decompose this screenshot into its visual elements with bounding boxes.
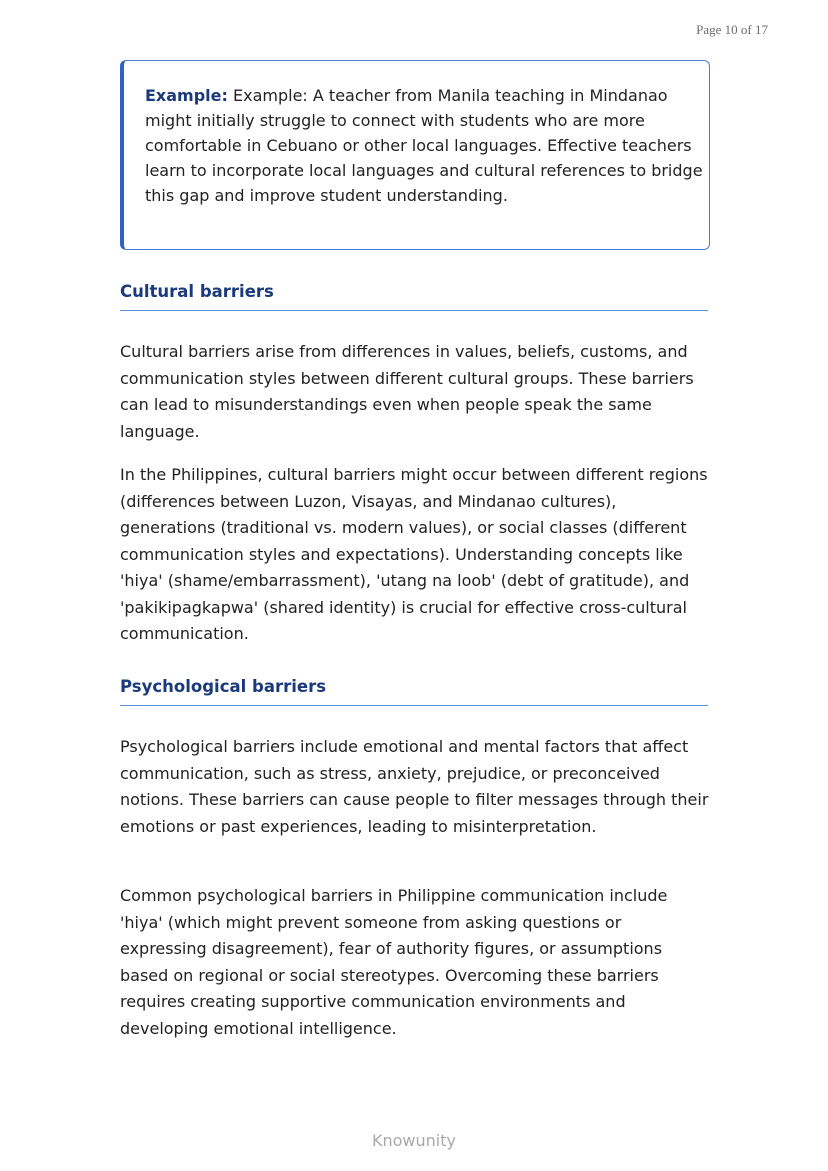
cultural-paragraph-2: In the Philippines, cultural barriers might occur between different regions (differences between Luzon, Visayas, and Mindanao cultures), generations (traditional vs. modern values), or social classes (different communication styles and expectations). Understanding concepts like 'hiya' (shame/embarrassment), 'utang na loob' (debt of gratitude), and 'pakikipagkapwa' (shared identity) is crucial for effective cross-cultural communication. (120, 465, 708, 643)
example-label: Example: (145, 86, 228, 105)
heading-psychological-barriers: Psychological barriers (120, 677, 708, 706)
example-callout (120, 60, 710, 250)
page-number: Page 10 of 17 (696, 22, 768, 37)
example-text: Example: A teacher from Manila teaching in Mindanao might initially struggle to connect with students who are more comfortable in Cebuano or other local languages. Effective teachers learn to incorporate local languages and cultural references to bridge this gap and improve student understanding. (145, 86, 703, 205)
cultural-paragraph-1: Cultural barriers arise from differences in values, beliefs, customs, and communication styles between different cultural groups. These barriers can lead to misunderstandings even when people speak the same language. (120, 342, 694, 441)
psychological-paragraph-1: Psychological barriers include emotional and mental factors that affect communication, such as stress, anxiety, prejudice, or preconceived notions. These barriers can cause people to filter messages through their emotions or past experiences, leading to misinterpretation. (120, 737, 709, 836)
psychological-paragraph-2: Common psychological barriers in Philippine communication include 'hiya' (which might prevent someone from asking questions or expressing disagreement), fear of authority figures, or assumptions based on regional or social stereotypes. Overcoming these barriers requires creating supportive communication environments and developing emotional intelligence. (120, 886, 668, 1038)
footer-brand: Knowunity (372, 1131, 456, 1150)
heading-cultural-barriers: Cultural barriers (120, 282, 708, 311)
